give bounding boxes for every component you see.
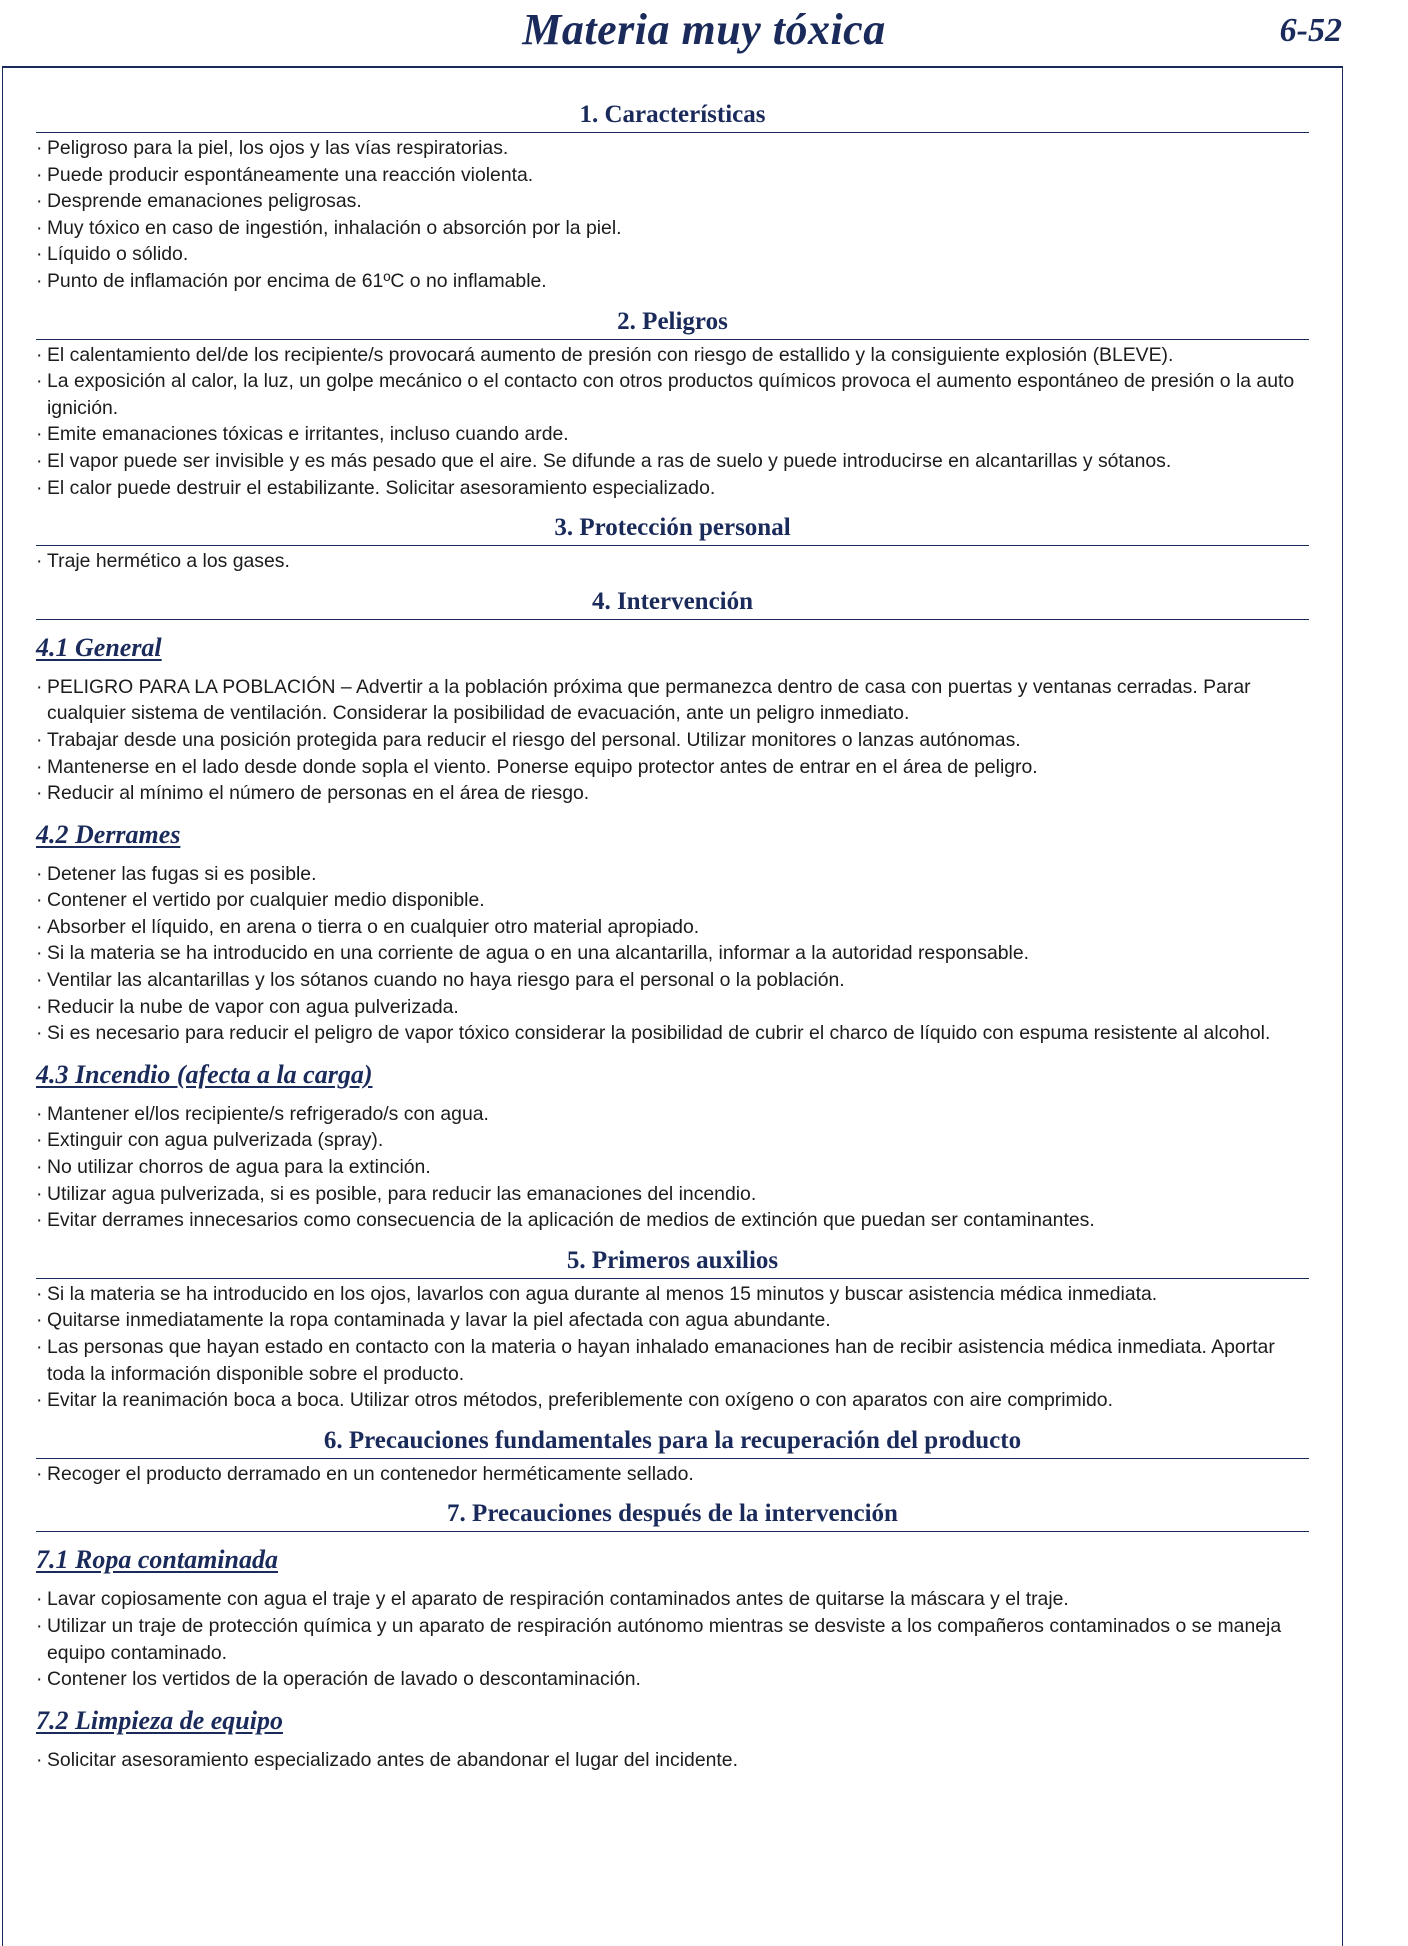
document-body	[36, 96, 1309, 1777]
list-item: · Mantenerse en el lado desde donde sopla el viento. Ponerse equipo protector antes de entrar en el área de peligro.	[36, 754, 1309, 781]
list-item: · Si la materia se ha introducido en los ojos, lavarlos con agua durante al menos 15 minutos y buscar asistencia médica inmediata.	[36, 1281, 1309, 1308]
list-item: · El vapor puede ser invisible y es más pesado que el aire. Se difunde a ras de suelo y puede introducirse en alcantarillas y sótanos.	[36, 448, 1309, 475]
list-item: · Absorber el líquido, en arena o tierra o en cualquier otro material apropiado.	[36, 914, 1309, 941]
section-peligros	[36, 299, 1309, 502]
item-list	[36, 342, 1309, 502]
section-title: 4. Intervención	[36, 579, 1309, 620]
list-item: · Punto de inflamación por encima de 61ºC o no inflamable.	[36, 268, 1309, 295]
list-item: · Solicitar asesoramiento especializado antes de abandonar el lugar del incidente.	[36, 1747, 1309, 1774]
list-item: · Utilizar un traje de protección química y un aparato de respiración autónomo mientras se desviste a los compañeros contaminados o se maneja equipo contaminado.	[36, 1613, 1309, 1666]
item-list	[36, 1101, 1309, 1234]
list-item: · Ventilar las alcantarillas y los sótanos cuando no haya riesgo para el personal o la población.	[36, 967, 1309, 994]
section-proteccion-personal	[36, 505, 1309, 575]
section-precauciones-despues	[36, 1491, 1309, 1773]
subsection-title-limpieza-equipo: 7.2 Limpieza de equipo	[36, 1705, 283, 1735]
list-item: · Recoger el producto derramado en un contenedor herméticamente sellado.	[36, 1461, 1309, 1488]
list-item: · No utilizar chorros de agua para la extinción.	[36, 1154, 1309, 1181]
item-list	[36, 674, 1309, 807]
section-title: 6. Precauciones fundamentales para la recuperación del producto	[36, 1418, 1309, 1459]
subsection-title-incendio: 4.3 Incendio (afecta a la carga)	[36, 1059, 373, 1089]
list-item: · Peligroso para la piel, los ojos y las vías respiratorias.	[36, 135, 1309, 162]
list-item: · El calentamiento del/de los recipiente/s provocará aumento de presión con riesgo de estallido y la consiguiente explosión (BLEVE).	[36, 342, 1309, 369]
page-title: Materia muy tóxica	[522, 5, 886, 54]
section-title: 2. Peligros	[36, 299, 1309, 340]
item-list	[36, 135, 1309, 295]
section-title: 1. Características	[36, 96, 1309, 133]
section-title: 5. Primeros auxilios	[36, 1238, 1309, 1279]
section-caracteristicas	[36, 96, 1309, 295]
list-item: · Si la materia se ha introducido en una corriente de agua o en una alcantarilla, informar a la autoridad responsable.	[36, 940, 1309, 967]
subsection-title-general: 4.1 General	[36, 632, 162, 662]
section-title: 3. Protección personal	[36, 505, 1309, 546]
list-item: · Extinguir con agua pulverizada (spray).	[36, 1127, 1309, 1154]
list-item: · La exposición al calor, la luz, un golpe mecánico o el contacto con otros productos químicos provoca el aumento espontáneo de presión o la auto ignición.	[36, 368, 1309, 421]
item-list	[36, 1747, 1309, 1774]
list-item: · Reducir la nube de vapor con agua pulverizada.	[36, 994, 1309, 1021]
list-item: · Muy tóxico en caso de ingestión, inhalación o absorción por la piel.	[36, 215, 1309, 242]
section-primeros-auxilios	[36, 1238, 1309, 1414]
section-title: 7. Precauciones después de la intervención	[36, 1491, 1309, 1532]
item-list	[36, 548, 1309, 575]
list-item: · Utilizar agua pulverizada, si es posible, para reducir las emanaciones del incendio.	[36, 1181, 1309, 1208]
list-item: · Quitarse inmediatamente la ropa contaminada y lavar la piel afectada con agua abundante.	[36, 1307, 1309, 1334]
list-item: · Detener las fugas si es posible.	[36, 861, 1309, 888]
list-item: · PELIGRO PARA LA POBLACIÓN – Advertir a la población próxima que permanezca dentro de casa con puertas y ventanas cerradas. Parar cualquier sistema de ventilación. Considerar la posibilidad de evacuación, ante un peligro inmediato.	[36, 674, 1309, 727]
list-item: · Contener el vertido por cualquier medio disponible.	[36, 887, 1309, 914]
list-item: · Emite emanaciones tóxicas e irritantes, incluso cuando arde.	[36, 421, 1309, 448]
section-precauciones-recuperacion	[36, 1418, 1309, 1488]
page-header	[0, 0, 1408, 62]
list-item: · Traje hermético a los gases.	[36, 548, 1309, 575]
subsection-title-ropa-contaminada: 7.1 Ropa contaminada	[36, 1545, 278, 1575]
item-list	[36, 861, 1309, 1047]
list-item: · Contener los vertidos de la operación de lavado o descontaminación.	[36, 1666, 1309, 1693]
list-item: · Líquido o sólido.	[36, 241, 1309, 268]
item-list	[36, 1281, 1309, 1414]
list-item: · Reducir al mínimo el número de personas en el área de riesgo.	[36, 780, 1309, 807]
list-item: · Mantener el/los recipiente/s refrigerado/s con agua.	[36, 1101, 1309, 1128]
item-list	[36, 1461, 1309, 1488]
section-intervencion	[36, 579, 1309, 1234]
list-item: · Lavar copiosamente con agua el traje y el aparato de respiración contaminados antes de quitarse la máscara y el traje.	[36, 1586, 1309, 1613]
list-item: · Las personas que hayan estado en contacto con la materia o hayan inhalado emanaciones han de recibir asistencia médica inmediata. Aportar toda la información disponible sobre el producto.	[36, 1334, 1309, 1387]
list-item: · El calor puede destruir el estabilizante. Solicitar asesoramiento especializado.	[36, 475, 1309, 502]
list-item: · Desprende emanaciones peligrosas.	[36, 188, 1309, 215]
list-item: · Evitar la reanimación boca a boca. Utilizar otros métodos, preferiblemente con oxígeno o con aparatos con aire comprimido.	[36, 1387, 1309, 1414]
item-list	[36, 1586, 1309, 1692]
list-item: · Evitar derrames innecesarios como consecuencia de la aplicación de medios de extinción que puedan ser contaminantes.	[36, 1207, 1309, 1234]
list-item: · Puede producir espontáneamente una reacción violenta.	[36, 162, 1309, 189]
list-item: · Si es necesario para reducir el peligro de vapor tóxico considerar la posibilidad de cubrir el charco de líquido con espuma resistente al alcohol.	[36, 1020, 1309, 1047]
subsection-title-derrames: 4.2 Derrames	[36, 819, 181, 849]
list-item: · Trabajar desde una posición protegida para reducir el riesgo del personal. Utilizar monitores o lanzas autónomas.	[36, 727, 1309, 754]
page-number: 6-52	[1279, 12, 1342, 49]
